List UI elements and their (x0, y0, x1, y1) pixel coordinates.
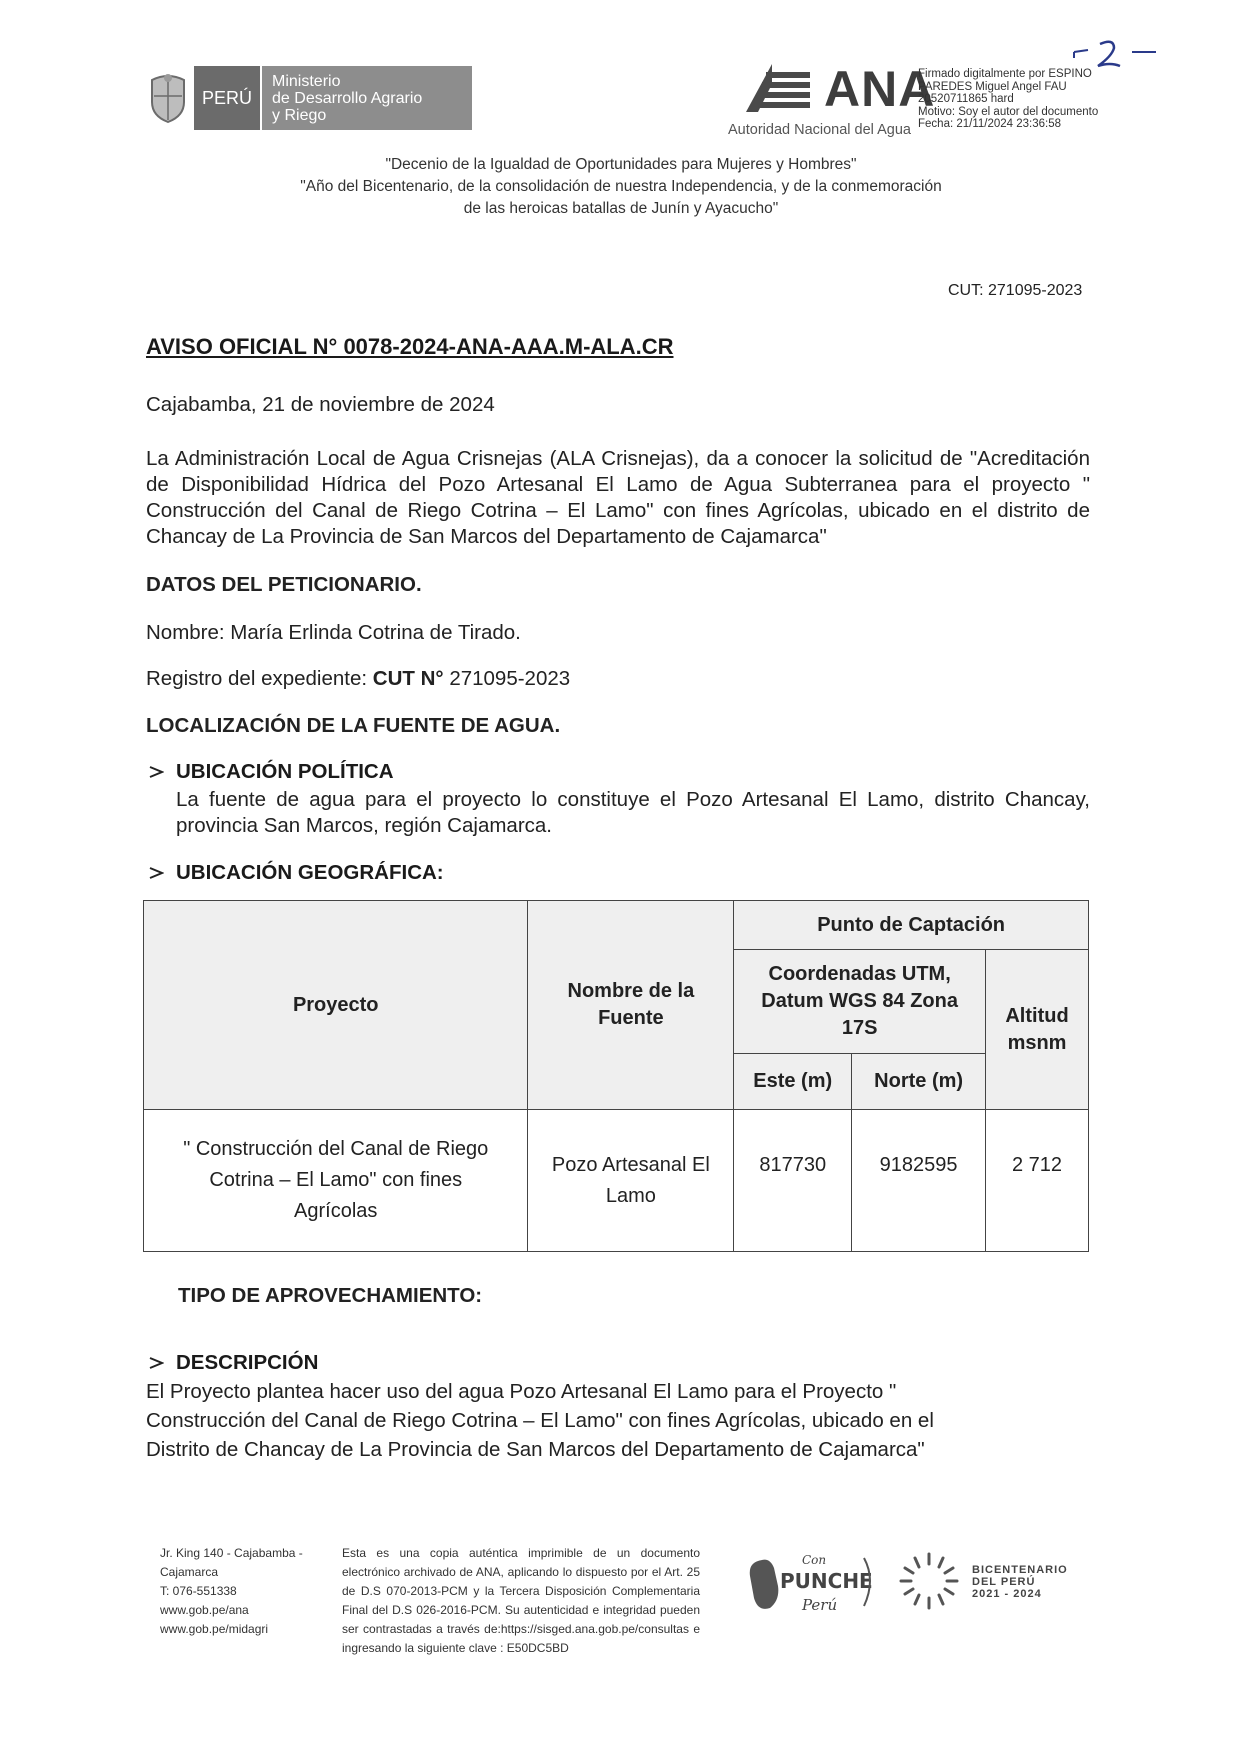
ana-full-name: Autoridad Nacional del Agua (728, 122, 911, 138)
header-este: Este (m) (734, 1054, 852, 1110)
government-logo (146, 66, 472, 130)
ministry-label: Ministerio de Desarrollo Agrario y Riego (262, 66, 472, 130)
ubicacion-politica-heading: UBICACIÓN POLÍTICA (148, 760, 394, 784)
date-line: Cajabamba, 21 de noviembre de 2024 (146, 393, 495, 416)
bicentenario-emblem-icon (894, 1548, 964, 1614)
localizacion-heading: LOCALIZACIÓN DE LA FUENTE DE AGUA. (146, 714, 561, 737)
document-title: AVISO OFICIAL N° 0078-2024-ANA-AAA.M-ALA.CR (146, 334, 674, 359)
registro-line: Registro del expediente: CUT N° 271095-2023 (146, 667, 571, 690)
footer-address: Jr. King 140 - Cajabamba - Cajamarca T: 076-551338 www.gob.pe/ana www.gob.pe/midagri (160, 1546, 303, 1636)
header-coordenadas: Coordenadas UTM, Datum WGS 84 Zona 17S (734, 950, 986, 1054)
motto-line-1: "Decenio de la Igualdad de Oportunidades para Mujeres y Hombres" (385, 156, 857, 173)
footer-legal-notice: Esta es una copia auténtica imprimible de un documento electrónico archivado de ANA, aplicando lo dispuesto por el Art. 25 de D.S 070-2013-PCM y la Tercera Disposición Complementaria Final del D.S 026-2016-PCM. Su autenticidad e integridad pueden ser contrastadas a través de:https://sisged.ana.gob.pe/consultas e ingresando la siguiente clave : E50DC5BD (342, 1546, 700, 1655)
descripcion-line-1: El Proyecto plantea hacer uso del agua Pozo Artesanal El Lamo para el Proyecto " (146, 1380, 897, 1403)
peru-label: PERÚ (194, 66, 260, 130)
intro-paragraph: La Administración Local de Agua Crisnejas (ALA Crisnejas), da a conocer la solicitud de "Acreditación de Disponibilidad Hídrica del Pozo Artesanal El Lamo de Agua Subterranea para el proyecto " Construcción del Canal de Riego Cotrina – El Lamo" con fines Agrícolas, ubicado en el distrito de Chancay de La Provincia de San Marcos del Departamento de Cajamarca" (146, 447, 1090, 548)
cell-este: 817730 (734, 1110, 852, 1252)
header-norte: Norte (m) (852, 1054, 986, 1110)
motto-line-3: de las heroicas batallas de Junín y Ayacucho" (463, 200, 779, 217)
cell-norte: 9182595 (852, 1110, 986, 1252)
coat-of-arms-icon (146, 72, 190, 124)
cell-altitud: 2 712 (986, 1110, 1089, 1252)
con-punche-peru-logo (744, 1546, 880, 1618)
ana-logo (728, 54, 936, 144)
svg-text:PUNCHE: PUNCHE (780, 1569, 873, 1593)
arrow-bullet-icon (148, 1356, 164, 1370)
arrow-bullet-icon (148, 866, 164, 880)
svg-text:Con: Con (802, 1553, 827, 1567)
handwritten-page-number (1070, 36, 1160, 76)
bicentenario-label: BICENTENARIO DEL PERÚ 2021 - 2024 (972, 1564, 1068, 1600)
cell-fuente: Pozo Artesanal El Lamo (528, 1110, 734, 1252)
arrow-bullet-icon (148, 765, 164, 779)
table-row (144, 1110, 1089, 1252)
header-punto-captacion: Punto de Captación (734, 901, 1089, 950)
cell-proyecto: " Construcción del Canal de Riego Cotrina – El Lamo" con fines Agrícolas (144, 1110, 528, 1252)
ubicacion-politica-text: La fuente de agua para el proyecto lo constituye el Pozo Artesanal El Lamo, distrito Chancay, provincia San Marcos, región Cajamarca. (176, 788, 1090, 837)
descripcion-line-3: Distrito de Chancay de La Provincia de San Marcos del Departamento de Cajamarca" (146, 1438, 925, 1461)
ana-water-icon (742, 62, 812, 114)
header-altitud: Altitud msnm (986, 950, 1089, 1110)
peticionario-heading: DATOS DEL PETICIONARIO. (146, 573, 422, 596)
cut-reference: CUT: 271095-2023 (948, 282, 1083, 299)
motto-line-2: "Año del Bicentenario, de la consolidación de nuestra Independencia, y de la conmemoración (300, 178, 942, 195)
ana-acronym: ANA (824, 61, 936, 117)
aprovechamiento-heading: TIPO DE APROVECHAMIENTO: (178, 1284, 483, 1307)
digital-signature: Firmado digitalmente por ESPINO PAREDES Miguel Angel FAU 20520711865 hard Motivo: Soy el autor del documento Fecha: 21/11/2024 23:36:58 (918, 68, 1099, 130)
coordinates-table (143, 900, 1089, 1252)
descripcion-line-2: Construcción del Canal de Riego Cotrina – El Lamo" con fines Agrícolas, ubicado en el (146, 1409, 934, 1432)
applicant-name: Nombre: María Erlinda Cotrina de Tirado. (146, 621, 521, 644)
descripcion-heading: DESCRIPCIÓN (148, 1351, 318, 1375)
header-proyecto: Proyecto (144, 901, 528, 1110)
svg-text:Perú: Perú (802, 1596, 838, 1614)
header-nombre-fuente: Nombre de la Fuente (528, 901, 734, 1110)
ubicacion-geografica-heading: UBICACIÓN GEOGRÁFICA: (148, 861, 444, 885)
